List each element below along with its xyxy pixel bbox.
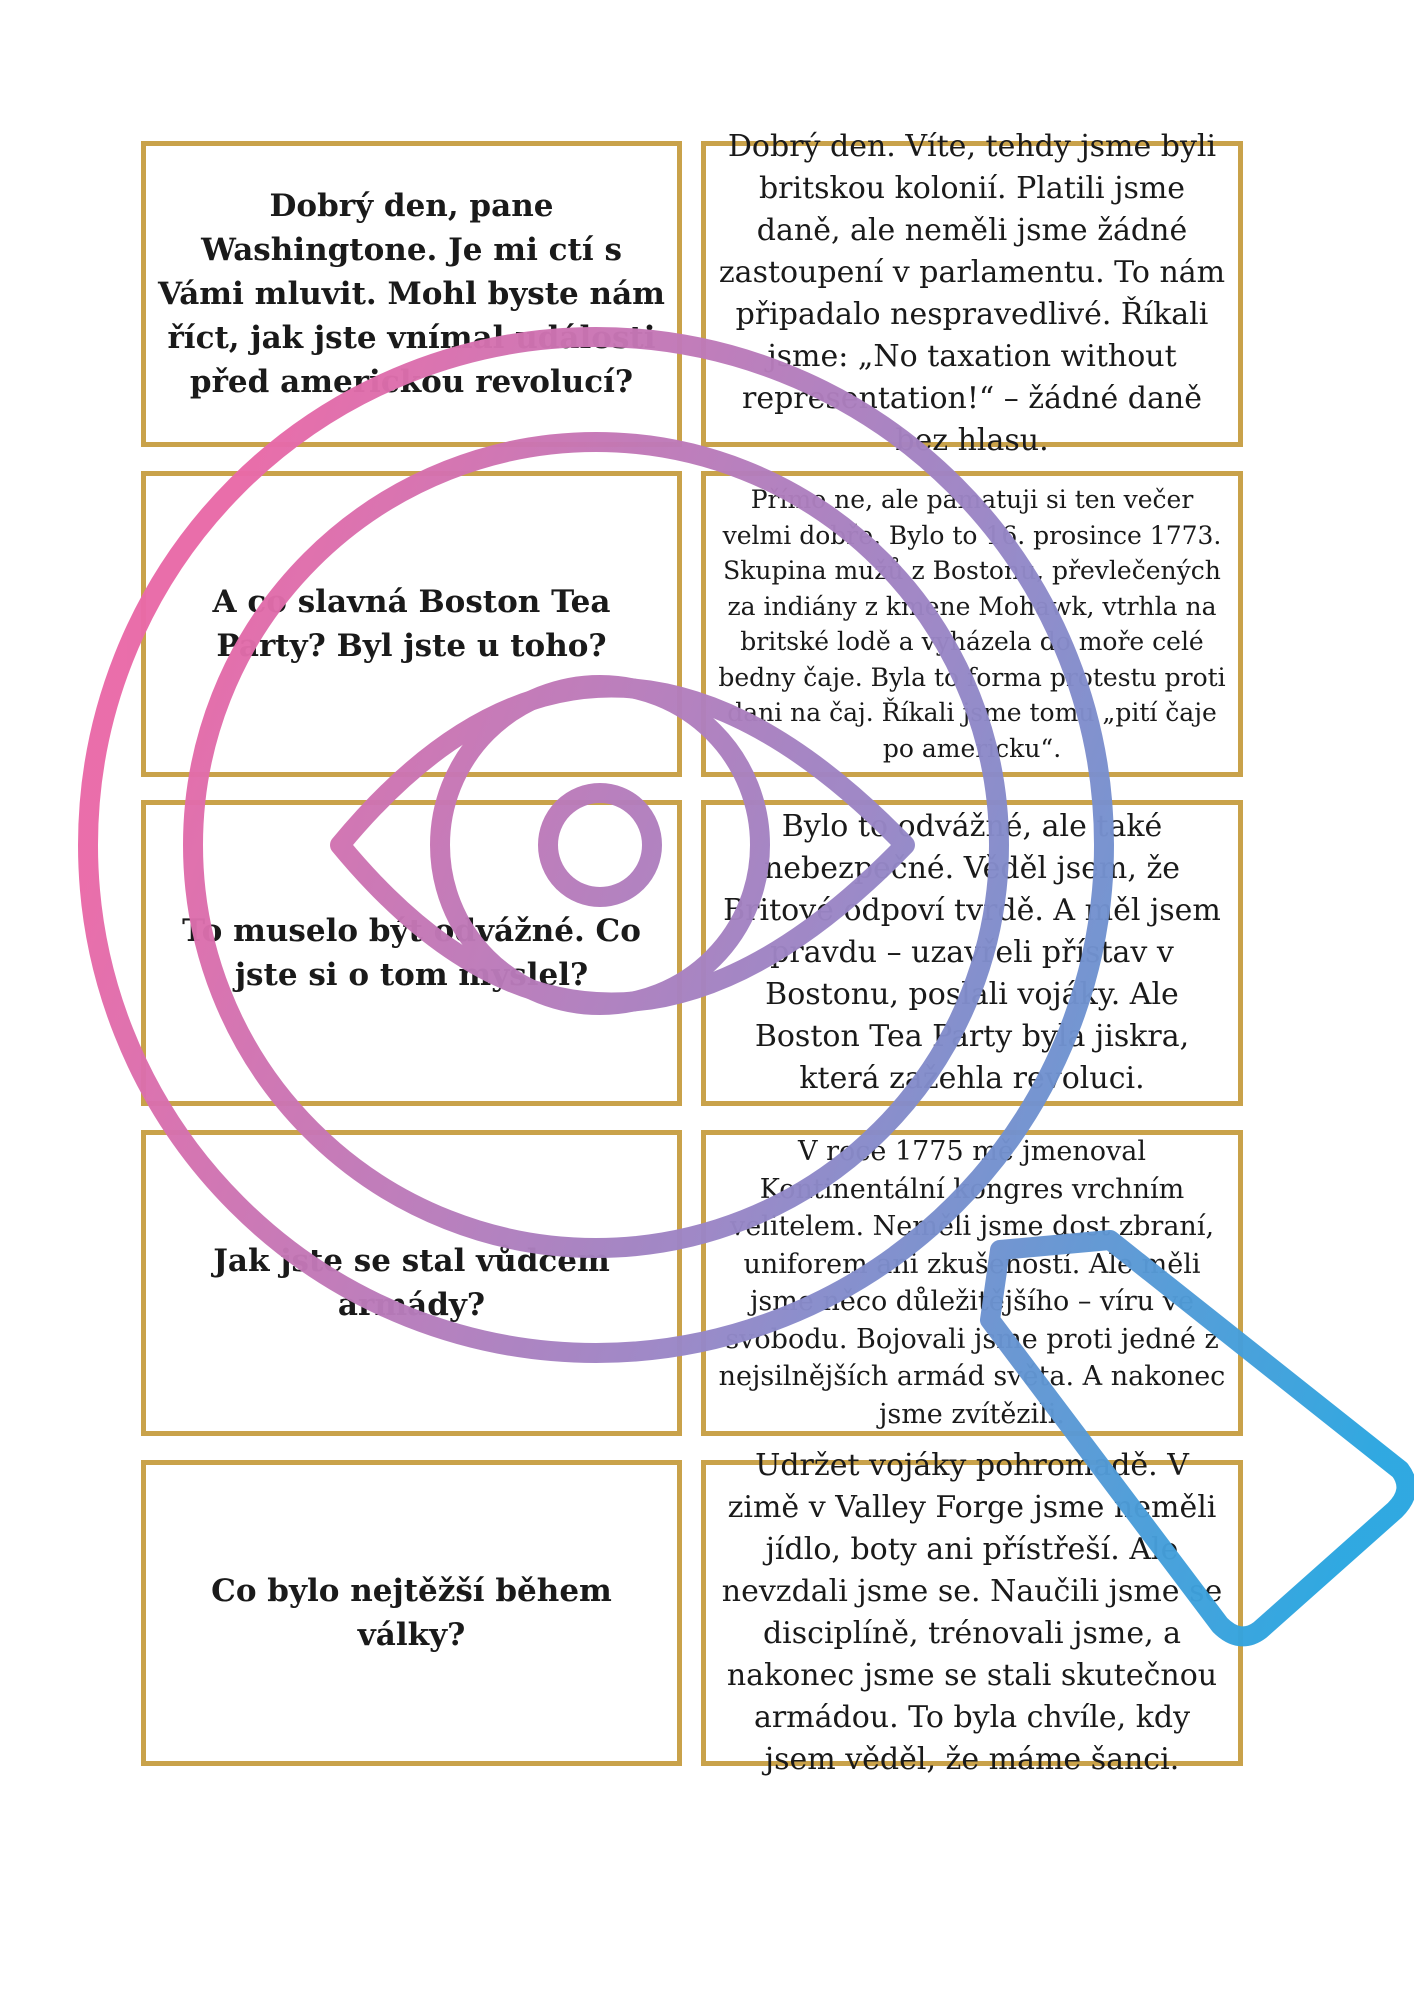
question-text: A co slavná Boston Tea Party? Byl jste u toho? — [212, 584, 611, 664]
answer-text: Bylo to odvážné, ale také nebezpečné. Věděl jsem, že Britové odpoví tvrdě. A měl jsem pravdu – uzavřeli přístav v Bostonu, poslali vojáky. Ale Boston Tea Party byla jiskra, která zažehla revoluci. — [723, 809, 1221, 1096]
question-text: Dobrý den, pane Washingtone. Je mi ctí s Vámi mluvit. Mohl byste nám říct, jak jste vnímal události před americkou revolucí? — [158, 188, 665, 400]
question-card-3 — [141, 800, 682, 1106]
answer-card-4 — [701, 1130, 1243, 1436]
answer-card-2 — [701, 471, 1243, 777]
question-card-4 — [141, 1130, 682, 1436]
question-text: Co bylo nejtěžší během války? — [211, 1573, 612, 1653]
answer-text: Dobrý den. Víte, tehdy jsme byli britskou kolonií. Platili jsme daně, ale neměli jsme žádné zastoupení v parlamentu. To nám připadalo nespravedlivé. Říkali jsme: „No taxation without representation!“ – žádné daně bez hlasu. — [718, 129, 1226, 458]
question-card-5 — [141, 1460, 682, 1766]
answer-text: Udržet vojáky pohromadě. V zimě v Valley Forge jsme neměli jídlo, boty ani přístřeší. Ale nevzdali jsme se. Naučili jsme se disciplíně, trénovali jsme, a nakonec jsme se stali skutečnou armádou. To byla chvíle, kdy jsem věděl, že máme šanci. — [721, 1448, 1223, 1777]
answer-text: V roce 1775 mě jmenoval Kontinentální kongres vrchním velitelem. Neměli jsme dost zbraní, uniforem ani zkušeností. Ale měli jsme něco důležitějšího – víru ve svobodu. Bojovali jsme proti jedné z nejsilnějších armád světa. A nakonec jsme zvítězili. — [718, 1136, 1226, 1430]
answer-text: Přímo ne, ale pamatuji si ten večer velmi dobře. Bylo to 16. prosince 1773. Skupina mužů z Bostonu, převlečených za indiány z kmene Mohawk, vtrhla na britské lodě a vyházela do moře celé bedny čaje. Byla to forma protestu proti dani na čaj. Říkali jsme tomu „pití čaje po americku“. — [718, 485, 1226, 763]
question-card-1 — [141, 141, 682, 447]
answer-card-3 — [701, 800, 1243, 1106]
question-text: To muselo být odvážné. Co jste si o tom myslel? — [182, 913, 641, 993]
question-text: Jak jste se stal vůdcem armády? — [213, 1243, 610, 1323]
answer-card-5 — [701, 1448, 1243, 1777]
answer-card-1 — [701, 129, 1243, 458]
question-card-2 — [141, 471, 682, 777]
